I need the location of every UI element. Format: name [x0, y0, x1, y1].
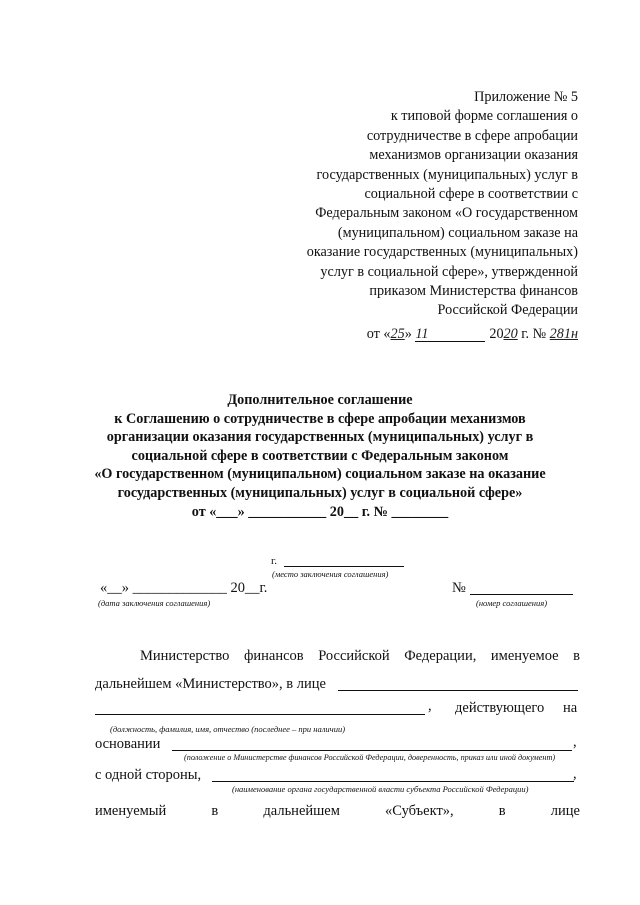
title-date-line: от «___» ___________ 20__ г. № ________ — [191, 503, 449, 520]
comma: , — [428, 698, 432, 714]
appendix-line: оказание государственных (муниципальных) — [306, 244, 578, 261]
basis-field[interactable] — [172, 750, 572, 751]
date-mid: » — [404, 325, 416, 342]
appendix-line: социальной сфере в соответствии с — [364, 186, 578, 203]
organ-caption: (наименование органа государственной власти субъекта Российской Федерации) — [232, 784, 529, 794]
comma: , — [573, 734, 577, 750]
word: в — [498, 803, 506, 819]
na-word: на — [563, 700, 578, 716]
appendix-line: Российской Федерации — [437, 302, 578, 319]
place-field[interactable] — [284, 566, 404, 567]
body-paragraph-1 — [140, 648, 580, 665]
appendix-line: механизмов организации оказания — [369, 147, 578, 164]
place-prefix: г. — [271, 555, 278, 567]
title-line: организации оказания государственных (муниципальных) услуг в — [106, 429, 534, 446]
agreement-title — [60, 391, 580, 521]
appendix-line: сотрудничестве в сфере апробации — [366, 127, 578, 144]
body-last-line — [95, 803, 580, 820]
one-side-text: с одной стороны, — [95, 767, 202, 783]
appendix-block — [248, 88, 578, 344]
title-line: социальной сфере в соответствии с Федеральным законом — [131, 447, 509, 464]
conclusion-date[interactable]: «__» _____________ 20__г. — [100, 580, 268, 596]
organ-field[interactable] — [212, 781, 574, 782]
handwritten-number: 281н — [549, 325, 578, 342]
appendix-line: к типовой форме соглашения о — [390, 108, 578, 125]
word: в — [211, 803, 219, 819]
position-caption: (должность, фамилия, имя, отчество (последнее – при наличии) — [110, 724, 346, 734]
title-line: «О государственном (муниципальном) социальном заказе на оказание — [94, 466, 546, 483]
word: дальнейшем — [263, 803, 340, 819]
number-field[interactable] — [470, 594, 573, 595]
title-line: к Соглашению о сотрудничестве в сфере апробации механизмов — [114, 410, 526, 427]
handwritten-day: 25 — [390, 325, 405, 342]
handwritten-year: 20 — [503, 325, 518, 342]
basis-caption: (положение о Министерстве финансов Российской Федерации, доверенность, приказ или иной документ) — [184, 753, 556, 762]
word: «Субъект», — [385, 803, 454, 819]
title-line: Дополнительное соглашение — [227, 392, 413, 408]
appendix-line: государственных (муниципальных) услуг в — [316, 166, 578, 183]
place-caption: (место заключения соглашения) — [272, 569, 389, 579]
title-line: государственных (муниципальных) услуг в социальной сфере» — [117, 484, 523, 501]
word: именуемый — [95, 803, 167, 819]
word: лице — [550, 803, 580, 819]
date-prefix: от « — [366, 325, 391, 342]
number-label: № — [452, 580, 466, 596]
appendix-line: (муниципальном) социальном заказе на — [337, 224, 578, 241]
appendix-line: приказом Министерства финансов — [369, 283, 578, 300]
body-text: Министерство финансов Российской Федерации, именуемое в — [140, 648, 580, 664]
appendix-line: Федеральным законом «О государственном — [315, 205, 578, 222]
date-caption: (дата заключения соглашения) — [98, 598, 211, 608]
appendix-date-line — [248, 325, 578, 344]
number-caption: (номер соглашения) — [476, 598, 548, 608]
basis-word: основании — [95, 736, 161, 752]
acting-word: действующего — [455, 700, 545, 716]
year-prefix: 20 — [489, 325, 504, 342]
representative-field[interactable] — [338, 690, 578, 691]
comma: , — [573, 766, 577, 782]
handwritten-month: 11 — [415, 327, 485, 342]
appendix-line: услуг в социальной сфере», утвержденной — [320, 263, 578, 280]
appendix-line: Приложение № 5 — [474, 89, 578, 105]
year-label: г. № — [517, 325, 547, 342]
body-paragraph-2: дальнейшем «Министерство», в лице — [95, 676, 326, 692]
position-field[interactable] — [95, 714, 425, 715]
